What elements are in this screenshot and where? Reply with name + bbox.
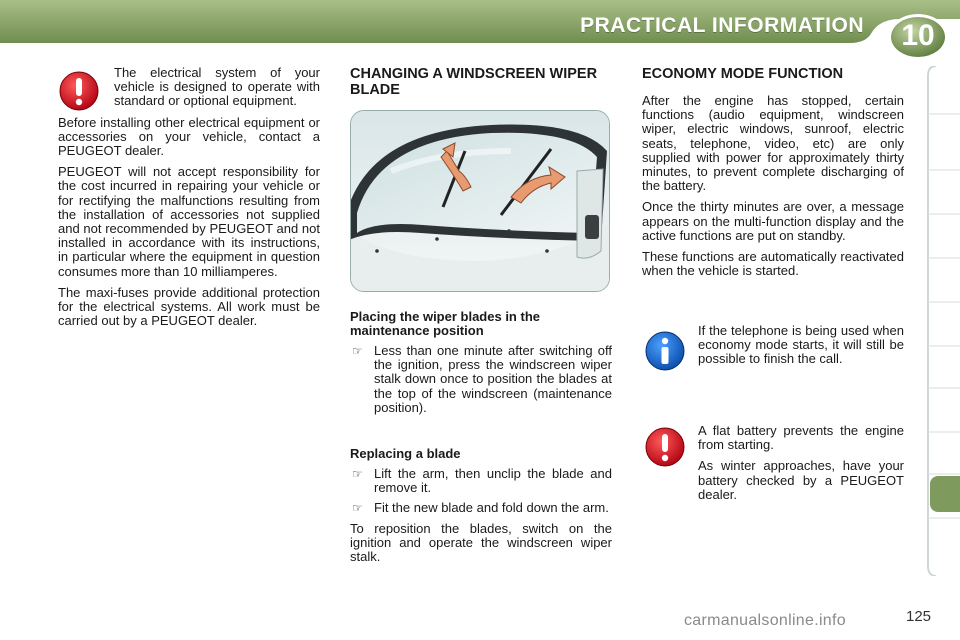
sidetab-active[interactable] [930,476,960,512]
info-icon [644,330,686,372]
economy-paragraph-2: Once the thirty minutes are over, a message appears on the multi-function display and the active functions are put on standby. [642,199,904,243]
economy-paragraph-3: These functions are automatically reactivated when the vehicle is started. [642,249,904,279]
battery-warning-block [698,424,904,509]
bullet-item: ☞ Lift the arm, then unclip the blade and remove it. [352,466,612,496]
info-telephone-block [698,324,904,374]
economy-section-title: ECONOMY MODE FUNCTION [642,66,844,82]
battery-warning-text-2: As winter approaches, have your battery checked by a PEUGEOT dealer. [698,458,904,502]
bullet-item: ☞ Fit the new blade and fold down the arm. [352,500,609,516]
bullet-item: ☞ Less than one minute after switching off the ignition, press the windscreen wiper stalk down once to position the blades at the top of the windscreen (maintenance position). [352,343,612,415]
maintenance-position-heading: Placing the wiper blades in the maintenance position [350,309,540,338]
wiper-section-title: CHANGING A WINDSCREEN WIPER BLADE [350,66,598,98]
left-paragraph-3: The maxi-fuses provide additional protection for the electrical systems. All work must be carried out by a PEUGEOT dealer. [58,284,320,329]
page-number: 125 [906,608,932,625]
windscreen-illustration [350,110,610,292]
watermark: carmanualsonline.info [684,612,846,629]
replacing-blade-heading: Replacing a blade [350,446,461,462]
pointing-hand-icon: ☞ [352,467,363,482]
middle-column [350,66,612,571]
pointing-hand-icon: ☞ [352,344,363,358]
right-column [642,66,904,285]
info-telephone-text: If the telephone is being used when economy mode starts, it will still be possible to finish the call. [698,323,904,367]
page-title: PRACTICAL INFORMATION [580,14,864,37]
chapter-badge [886,12,950,62]
warning-icon [644,426,686,468]
left-column [58,66,320,335]
battery-warning-text-1: A flat battery prevents the engine from starting. [698,423,904,453]
pointing-hand-icon: ☞ [352,501,363,516]
chapter-number: 10 [901,19,935,52]
left-paragraph-2: PEUGEOT will not accept responsibility for the cost incurred in repairing your vehicle or for rectifying the malfunctions resulting from the installation of accessories not supplied and not recommended by PEUGEOT and not installed in accordance with its instructions, in particular where the equipment in question consumes more than 10 milliamperes. [58,164,320,279]
reposition-text: To reposition the blades, switch on the ignition and operate the windscreen wiper stalk. [350,520,612,565]
economy-paragraph-1: After the engine has stopped, certain functions (audio equipment, windscreen wiper, electric windows, sunroof, electric seats, telephone, video, etc) are only supplied with power for approximately thirty minutes, to prevent complete discharging of the battery. [642,93,904,194]
warning-electrical-text: The electrical system of your vehicle is designed to operate with standard or optional equipment. [114,65,320,109]
left-paragraph-1: Before installing other electrical equipment or accessories on your vehicle, contact a PEUGEOT dealer. [58,114,320,159]
